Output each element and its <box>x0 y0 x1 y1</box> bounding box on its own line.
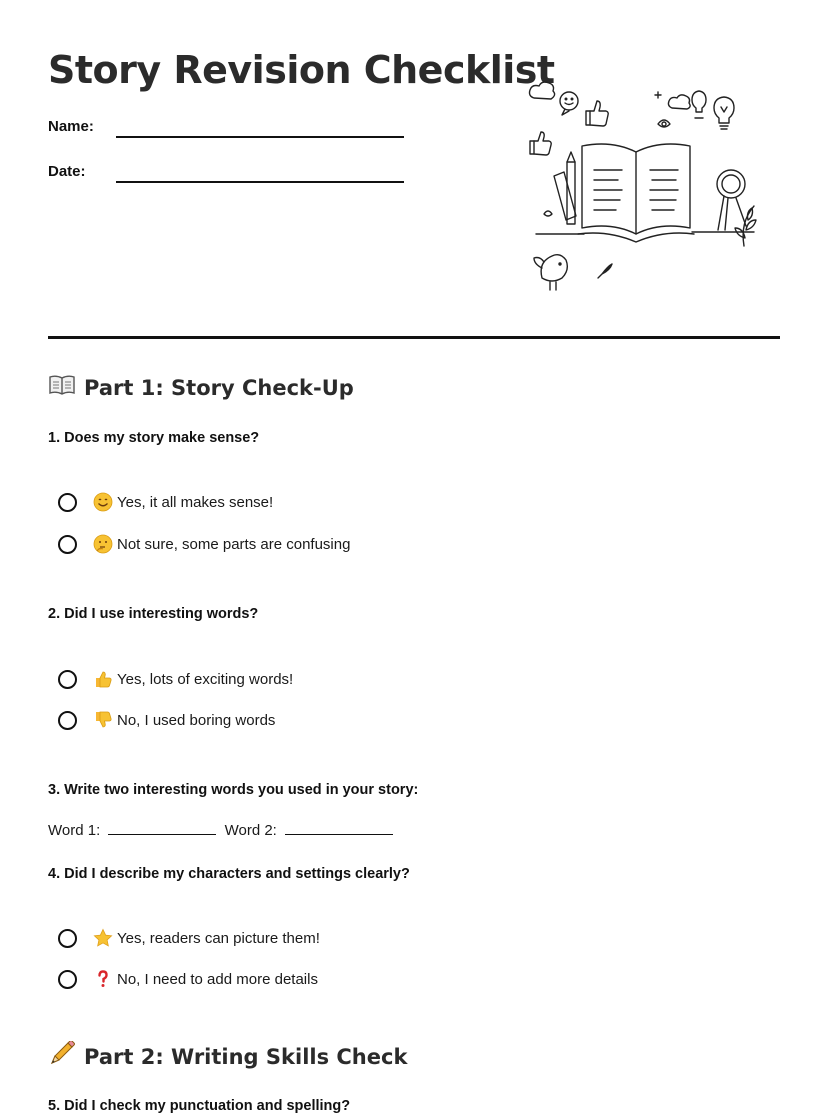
word2-field[interactable] <box>285 820 393 835</box>
q4-option-no[interactable] <box>58 966 318 992</box>
question-5: 5. Did I check my punctuation and spelling? <box>48 1098 351 1114</box>
q1-not-sure-radio[interactable] <box>58 535 77 554</box>
part2-heading <box>48 1041 407 1072</box>
name-label: Name: <box>48 118 94 135</box>
q4-no-label: No, I need to add more details <box>117 970 318 988</box>
date-field[interactable] <box>116 181 404 183</box>
q2-yes-label: Yes, lots of exciting words! <box>117 670 294 688</box>
q2-no-label: No, I used boring words <box>117 711 276 729</box>
word1-label: Word 1: <box>48 822 101 839</box>
thinking-face-icon <box>93 534 113 554</box>
q4-option-yes[interactable] <box>58 925 320 951</box>
smiling-face-icon <box>93 492 113 512</box>
question-4: 4. Did I describe my characters and settings clearly? <box>48 866 410 882</box>
open-book-icon <box>48 374 76 401</box>
q2-yes-radio[interactable] <box>58 670 77 689</box>
thumbs-down-icon <box>93 710 113 730</box>
q1-yes-label: Yes, it all makes sense! <box>117 493 274 511</box>
page-title: Story Revision Checklist <box>48 48 555 92</box>
question-1: 1. Does my story make sense? <box>48 430 260 446</box>
part1-heading-text: Part 1: Story Check-Up <box>84 375 354 400</box>
q4-yes-label: Yes, readers can picture them! <box>117 929 320 947</box>
q2-option-yes[interactable] <box>58 666 293 692</box>
word-entry-line <box>48 820 397 839</box>
part1-heading <box>48 374 354 401</box>
q1-option-not-sure[interactable] <box>58 531 350 557</box>
q4-yes-radio[interactable] <box>58 929 77 948</box>
q2-option-no[interactable] <box>58 707 275 733</box>
q1-yes-radio[interactable] <box>58 493 77 512</box>
pencil-icon <box>48 1041 76 1072</box>
date-label: Date: <box>48 163 86 180</box>
book-doodle-illustration <box>522 78 762 298</box>
q4-no-radio[interactable] <box>58 970 77 989</box>
question-mark-icon <box>93 969 113 989</box>
word2-label: Word 2: <box>224 822 277 839</box>
part2-heading-text: Part 2: Writing Skills Check <box>84 1044 408 1069</box>
q2-no-radio[interactable] <box>58 711 77 730</box>
name-field[interactable] <box>116 136 404 138</box>
thumbs-up-icon <box>93 669 113 689</box>
word1-field[interactable] <box>108 820 216 835</box>
q1-not-sure-label: Not sure, some parts are confusing <box>117 535 351 553</box>
section-divider <box>48 336 780 339</box>
question-2: 2. Did I use interesting words? <box>48 606 259 622</box>
star-icon <box>93 928 113 948</box>
question-3: 3. Write two interesting words you used in your story: <box>48 782 419 798</box>
q1-option-yes[interactable] <box>58 489 273 515</box>
